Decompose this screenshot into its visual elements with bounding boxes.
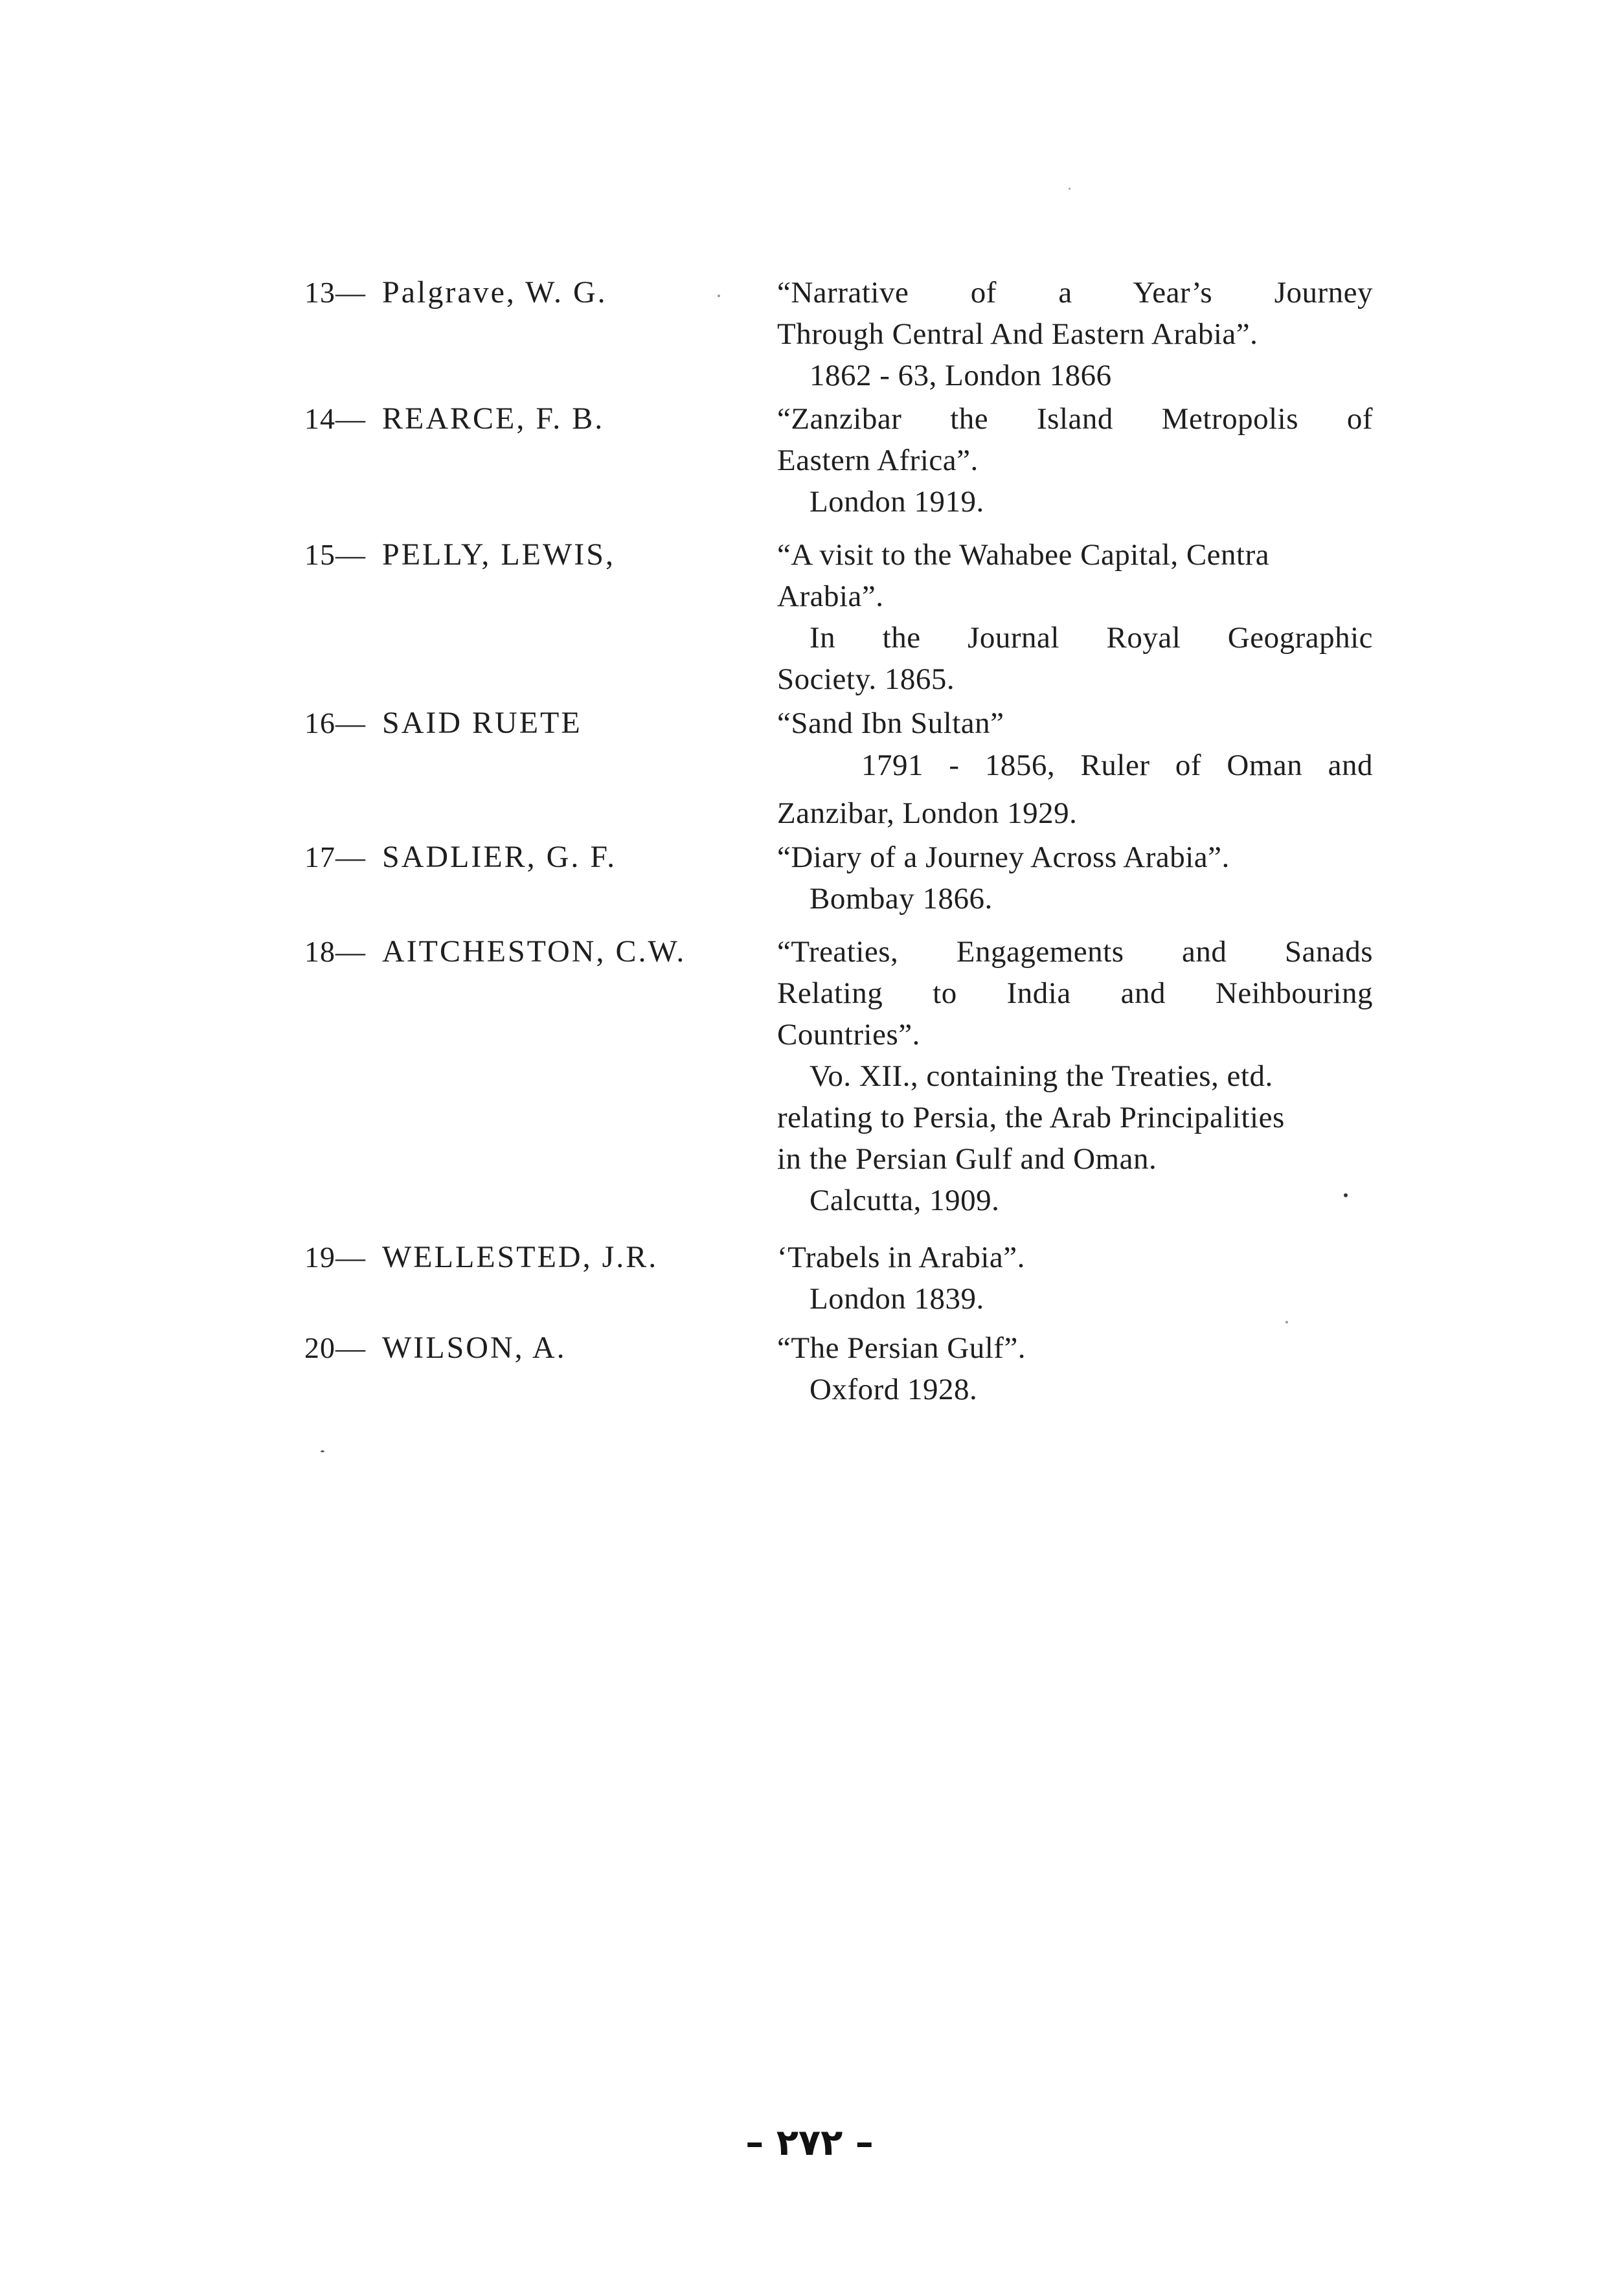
entry-author: AITCHESTON, C.W. [382,934,686,969]
entry-publication-line: Oxford 1928. [809,1373,978,1406]
entry-publication-line: In the Journal Royal Geographic [809,621,1373,655]
entry-author: WILSON, A. [382,1331,567,1365]
entry-title-line: Eastern Africa”. [777,444,979,477]
entry-author: WELLESTED, J.R. [382,1240,659,1274]
entry-author: SAID RUETE [382,706,582,740]
entry-title-line: “Treaties, Engagements and Sanads [777,935,1373,969]
entry-author: REARCE, F. B. [382,401,605,436]
entry-title-line: “Narrative of a Year’s Journey [777,276,1373,310]
entry-title-line: Arabia”. [777,580,884,613]
entry-title-line: “A visit to the Wahabee Capital, Centra [777,538,1270,572]
entry-number: 14— [304,402,366,435]
entry-title-line: “The Persian Gulf”. [777,1331,1026,1365]
entry-publication-line: Bombay 1866. [809,882,993,916]
entry-title-line: “Sand Ibn Sultan” [777,706,1004,740]
entry-title-line: Relating to India and Neihbouring [777,976,1373,1010]
entry-author: PELLY, LEWIS, [382,537,615,572]
entry-title-line: ‘Trabels in Arabia”. [777,1241,1025,1274]
entry-number: 19— [304,1241,366,1274]
entry-number: 13— [304,276,366,309]
entry-number: 18— [304,935,366,968]
entry-number: 15— [304,538,366,571]
scan-speck [321,1450,324,1452]
entry-publication-line: London 1839. [809,1282,984,1316]
scan-speck [1344,1193,1348,1197]
entry-author: SADLIER, G. F. [382,840,617,874]
entry-title-line: “Diary of a Journey Across Arabia”. [777,840,1230,874]
scan-speck [1069,188,1070,190]
page-number: – ٢٧٢ – [745,2122,874,2164]
entry-number: 17— [304,840,366,873]
entry-publication-line: Zanzibar, London 1929. [777,796,1078,830]
entry-note-line: in the Persian Gulf and Oman. [777,1142,1157,1176]
entry-publication-line: London 1919. [809,485,984,519]
entry-publication-line: 1791 - 1856, Ruler of Oman and [861,748,1373,782]
scan-speck [1285,1321,1288,1323]
entry-number: 20— [304,1331,366,1364]
entry-note-line: Vo. XII., containing the Treaties, etd. [809,1059,1273,1093]
entry-number: 16— [304,706,366,739]
entry-publication-line: 1862 - 63, London 1866 [809,359,1112,392]
entry-note-line: relating to Persia, the Arab Principalities [777,1101,1285,1134]
entry-author: Palgrave, W. G. [382,275,607,310]
scan-speck [718,295,720,297]
entry-title-line: Through Central And Eastern Arabia”. [777,317,1258,351]
entry-title-line: “Zanzibar the Island Metropolis of [777,402,1373,436]
entry-publication-line: Calcutta, 1909. [809,1184,1000,1217]
entry-title-line: Countries”. [777,1018,920,1052]
entry-publication-line: Society. 1865. [777,662,955,696]
